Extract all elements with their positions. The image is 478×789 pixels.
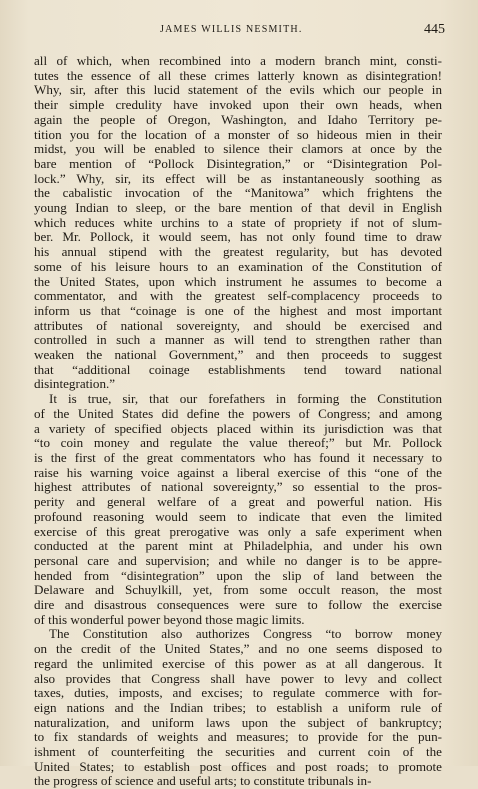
text-line: is the first of the great commentators who has found it necessary to bbox=[34, 449, 442, 465]
text-line: his annual stipend with the greatest regularity, but has devoted bbox=[34, 244, 442, 260]
text-line: the United States, upon which instrument he assumes to become a bbox=[34, 273, 442, 289]
text-line: taxes, duties, imposts, and excises; to regulate commerce with for- bbox=[34, 685, 442, 701]
text-line: that “additional coinage establishments tend toward national bbox=[34, 361, 442, 377]
text-line: commentator, and with the greatest self-complacency proceeds to bbox=[34, 288, 442, 304]
text-line: United States; to establish post offices and post roads; to promote bbox=[34, 758, 442, 774]
text-line: midst, you will be enabled to silence their clamors at once by the bbox=[34, 141, 442, 157]
page-number: 445 bbox=[424, 22, 445, 37]
text-line: naturalization, and uniform laws upon the subject of bankruptcy; bbox=[34, 714, 442, 730]
text-line: hended from “disintegration” upon the slip of land between the bbox=[34, 567, 442, 583]
text-line: of the United States did define the powers of Congress; and among bbox=[34, 405, 442, 421]
text-line: bare mention of “Pollock Disintegration,” or “Disintegration Pol- bbox=[34, 155, 442, 171]
text-line: which reduces white urchins to a state of propriety if not of slum- bbox=[34, 214, 442, 230]
text-line: dire and disastrous consequences were sure to follow the exercise bbox=[34, 597, 442, 613]
text-line: some of his leisure hours to an examination of the Constitution of bbox=[34, 258, 442, 274]
text-line: lock.” Why, sir, its effect will be as instantaneously soothing as bbox=[34, 170, 442, 186]
text-line: regard the unlimited exercise of this power as at all dangerous. It bbox=[34, 655, 442, 671]
text-line: a variety of specified objects placed within its jurisdiction was that bbox=[34, 420, 442, 436]
text-line: perity and general welfare of a great and powerful nation. His bbox=[34, 494, 442, 510]
page-header bbox=[0, 22, 478, 38]
text-line: eign nations and the Indian tribes; to establish a uniform rule of bbox=[34, 699, 442, 715]
text-line: raise his warning voice against a liberal exercise of this “one of the bbox=[34, 464, 442, 480]
text-line: tition you for the location of a monster of so hideous mien in their bbox=[34, 126, 442, 142]
text-line: ishment of counterfeiting the securities and current coin of the bbox=[34, 744, 442, 760]
text-line: Delaware and Schuylkill, yet, from some occult reason, the most bbox=[34, 582, 442, 598]
text-line: weaken the national Government,” and then proceeds to suggest bbox=[34, 347, 442, 363]
text-line: to fix standards of weights and measures; to provide for the pun- bbox=[34, 729, 442, 745]
text-line: attributes of national sovereignty, and should be exercised and bbox=[34, 317, 442, 333]
text-line: all of which, when recombined into a modern branch mint, consti- bbox=[34, 53, 442, 68]
text-line: disintegration.” bbox=[34, 376, 116, 392]
text-line: inform us that “coinage is one of the highest and most important bbox=[34, 302, 442, 318]
body-text bbox=[34, 54, 442, 789]
text-line: of this wonderful power beyond those magic limits. bbox=[34, 611, 305, 627]
paragraph bbox=[34, 627, 442, 789]
text-line: “to coin money and regulate the value thereof;” but Mr. Pollock bbox=[34, 435, 442, 451]
text-line: Why, sir, after this lucid statement of the evils which our people in bbox=[34, 82, 442, 98]
text-line: It is true, sir, that our forefathers in forming the Constitution bbox=[49, 391, 442, 407]
text-line: ber. Mr. Pollock, it would seem, has not only found time to draw bbox=[34, 229, 442, 245]
text-line: tutes the essence of all these crimes latterly known as disintegration! bbox=[34, 67, 442, 83]
text-line: exercise of this great prerogative was only a safe experiment when bbox=[34, 523, 442, 539]
text-line: the cabalistic invocation of the “Manitowa” which frightens the bbox=[34, 185, 442, 201]
text-line: highest attributes of national sovereignty,” so essential to the pros- bbox=[34, 479, 442, 495]
text-line: the progress of science and useful arts; to constitute tribunals in- bbox=[34, 773, 372, 789]
paragraph bbox=[34, 392, 442, 627]
text-line: The Constitution also authorizes Congress “to borrow money bbox=[49, 626, 442, 642]
text-line: also provides that Congress shall have power to levy and collect bbox=[34, 670, 442, 686]
text-line: young Indian to sleep, or the bare mention of that devil in English bbox=[34, 200, 442, 216]
text-line: profound reasoning would seem to indicate that even the limited bbox=[34, 508, 442, 524]
running-head: JAMES WILLIS NESMITH. bbox=[160, 24, 303, 35]
text-line: conducted at the parent mint at Philadelphia, and under his own bbox=[34, 538, 442, 554]
paragraph bbox=[34, 54, 442, 392]
text-line: controlled in such a manner as will tend to strengthen rather than bbox=[34, 332, 442, 348]
text-line: on the credit of the United States,” and no one seems disposed to bbox=[34, 641, 442, 657]
text-line: again the people of Oregon, Washington, and Idaho Territory pe- bbox=[34, 111, 442, 127]
text-line: their simple credulity have invoked upon their own heads, when bbox=[34, 97, 442, 113]
text-line: personal care and supervision; and while no danger is to be appre- bbox=[34, 552, 442, 568]
